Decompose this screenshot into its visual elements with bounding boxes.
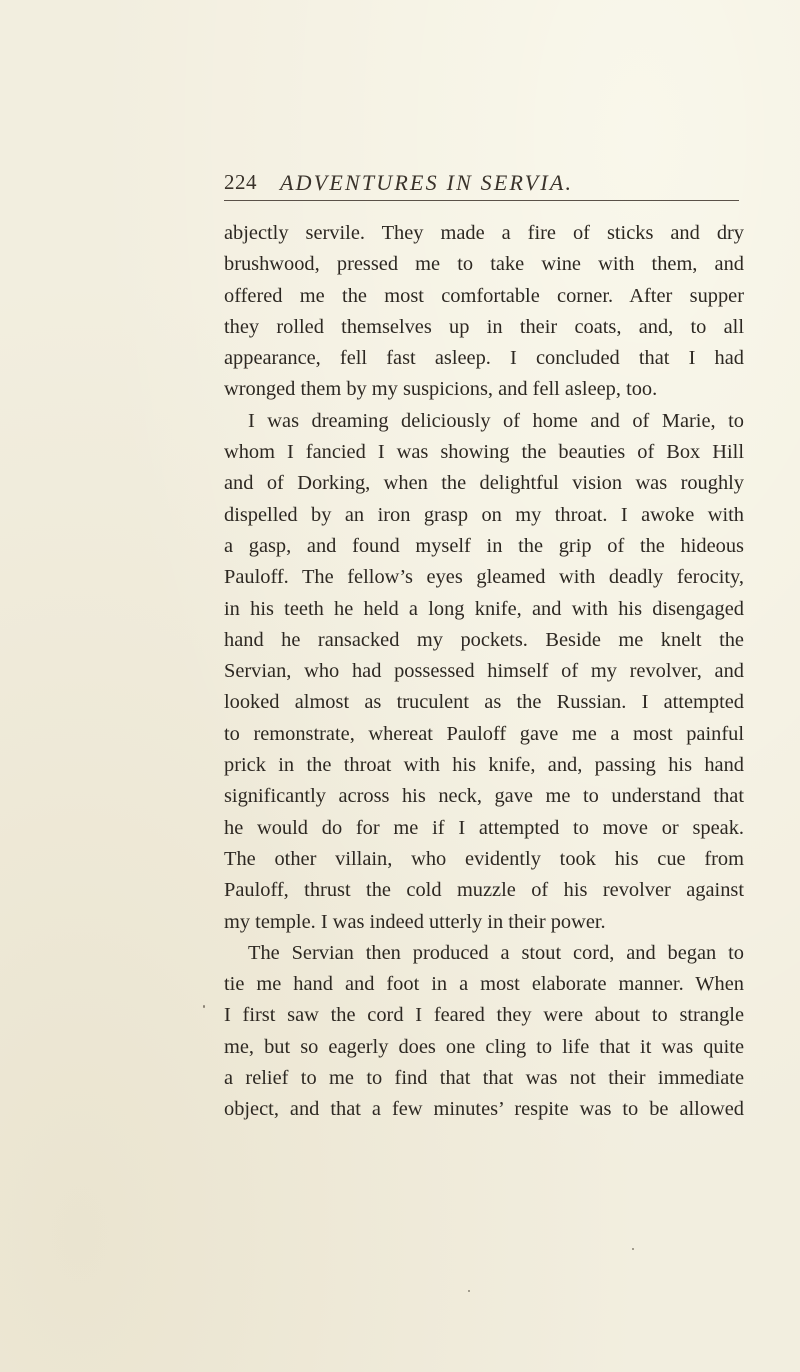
header-rule [224, 200, 739, 201]
text-line: whom I fancied I was showing the beauties of Box Hill [224, 441, 744, 464]
text-line: abjectly servile. They made a fire of sticks and dry [224, 222, 744, 244]
text-line: brushwood, pressed me to take wine with them, and [224, 253, 744, 276]
text-line: Servian, who had possessed himself of my revolver, and [224, 660, 744, 683]
text-line: a gasp, and found myself in the grip of the hideous [224, 534, 744, 557]
text-line: prick in the throat with his knife, and, passing his hand [224, 754, 744, 777]
text-line: The Servian then produced a stout cord, and began to [248, 941, 744, 964]
text-line: Pauloff, thrust the cold muzzle of his revolver against [224, 879, 744, 902]
text-line: and of Dorking, when the delightful vision was roughly [224, 472, 744, 495]
running-title: ADVENTURES IN SERVIA. [280, 170, 574, 195]
text-line: I was dreaming deliciously of home and of Marie, to [248, 409, 744, 432]
text-line: in his teeth he held a long knife, and with his disengaged [224, 597, 744, 620]
text-line: significantly across his neck, gave me to understand that [224, 785, 744, 808]
text-line: me, but so eagerly does one cling to life that it was quite [224, 1035, 744, 1058]
text-line: my temple. I was indeed utterly in their power. [224, 910, 606, 933]
running-head [224, 170, 739, 198]
text-line: The other villain, who evidently took his cue from [224, 847, 744, 870]
text-line: a relief to me to find that that was not their immediate [224, 1067, 744, 1090]
text-line: dispelled by an iron grasp on my throat. I awoke with [224, 503, 744, 526]
text-line: they rolled themselves up in their coats, and, to all [224, 315, 744, 338]
text-line: offered me the most comfortable corner. After supper [224, 284, 744, 307]
text-line: object, and that a few minutes’ respite was to be allowed [224, 1098, 744, 1121]
text-line: hand he ransacked my pockets. Beside me knelt the [224, 628, 744, 651]
text-line: appearance, fell fast asleep. I concluded that I had [224, 347, 744, 370]
text-line: to remonstrate, whereat Pauloff gave me a most painful [224, 722, 744, 745]
text-line: I first saw the cord I feared they were about to strangle [224, 1004, 744, 1027]
page-number: 224 [224, 170, 257, 194]
text-line: looked almost as truculent as the Russian. I attempted [224, 691, 744, 714]
paper-speck [203, 1005, 205, 1008]
paper-speck [632, 1248, 634, 1250]
text-line: Pauloff. The fellow’s eyes gleamed with deadly ferocity, [224, 566, 744, 589]
text-line: he would do for me if I attempted to move or speak. [224, 816, 744, 839]
text-line: wronged them by my suspicions, and fell asleep, too. [224, 378, 658, 401]
body-text [224, 218, 744, 1126]
text-line: tie me hand and foot in a most elaborate manner. When [224, 973, 744, 996]
paper-speck [468, 1290, 470, 1292]
